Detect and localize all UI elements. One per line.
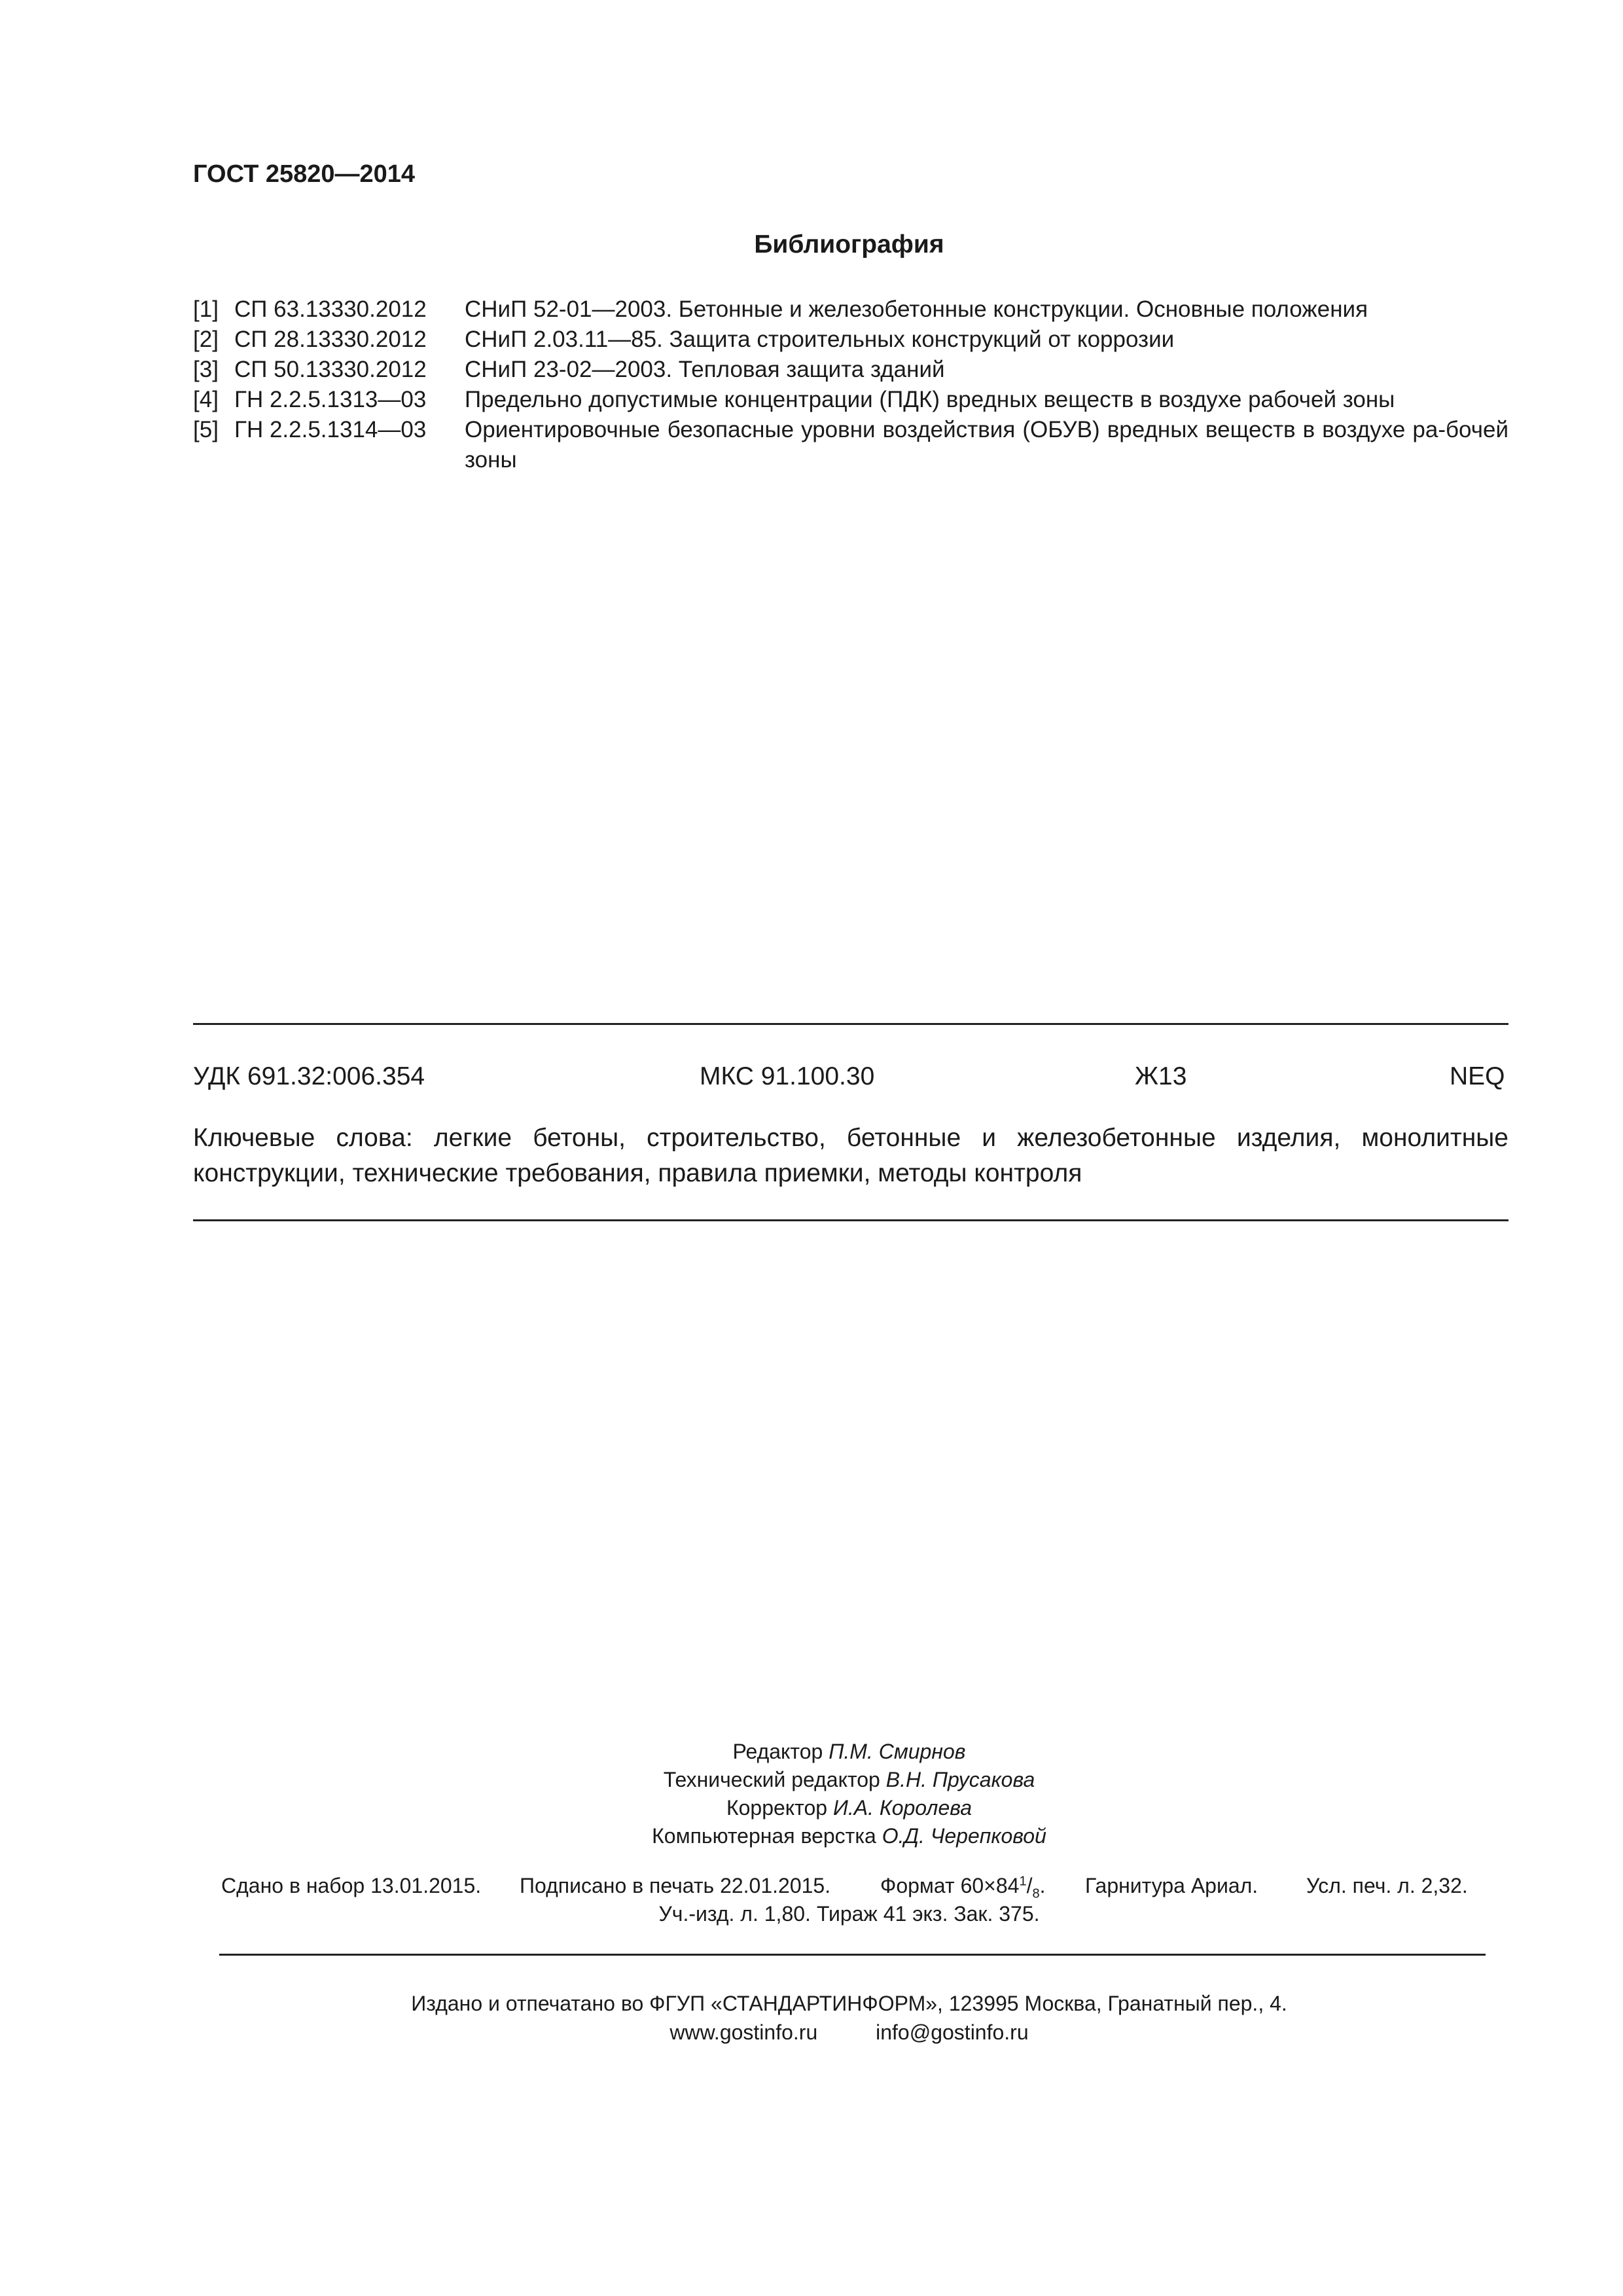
corrector-name: И.А. Королева [832, 1796, 972, 1820]
corrector-line [75, 1794, 1623, 1822]
bibliography-text: Предельно допустимые концентрации (ПДК) вредных веществ в воздухе рабочей зоны [465, 387, 1395, 412]
bibliography-code: ГН 2.2.5.1314—03 [234, 417, 427, 442]
udk-code: УДК 691.32:006.354 [193, 1062, 425, 1090]
bibliography-item [193, 385, 1508, 415]
bibliography-number: [3] [193, 357, 219, 382]
publisher-line: Издано и отпечатано во ФГУП «СТАНДАРТИНФОРМ», 123995 Москва, Гранатный пер., 4. [411, 1992, 1287, 2015]
bibliography-code: ГН 2.2.5.1313—03 [234, 387, 427, 412]
tech-editor-line [75, 1766, 1623, 1794]
tech-editor-label: Технический редактор [663, 1768, 880, 1791]
publisher-website[interactable]: www.gostinfo.ru [669, 2020, 818, 2044]
bibliography-text: СНиП 52-01—2003. Бетонные и железобетонные конструкции. Основные положения [465, 296, 1368, 322]
tech-editor-name: В.Н. Прусакова [885, 1768, 1035, 1791]
mks-code: МКС 91.100.30 [700, 1062, 875, 1090]
editor-name: П.М. Смирнов [829, 1740, 966, 1763]
format-prefix: Формат 60×84 [880, 1874, 1020, 1897]
typeface: Гарнитура Ариал. [1085, 1874, 1258, 1897]
divider-publisher [219, 1954, 1486, 1956]
layout-line [75, 1822, 1623, 1850]
signed-date: Подписано в печать 22.01.2015. [520, 1874, 831, 1897]
bibliography-text: Ориентировочные безопасные уровни воздействия (ОБУВ) вредных веществ в воздухе ра-бочей зоны [465, 417, 1508, 473]
bibliography-title: Библиография [754, 230, 944, 259]
publisher-block [0, 1989, 1623, 2047]
divider-bottom [193, 1219, 1508, 1221]
layout-label: Компьютерная верстка [652, 1824, 876, 1848]
bibliography-number: [1] [193, 296, 219, 322]
credits-block [0, 1738, 1623, 1850]
format-sup: 1 [1019, 1874, 1027, 1889]
editor-label: Редактор [732, 1740, 823, 1763]
bibliography-text: СНиП 23-02—2003. Тепловая защита зданий [465, 357, 945, 382]
bibliography-text: СНиП 2.03.11—85. Защита строительных конструкций от коррозии [465, 327, 1175, 352]
editor-line [75, 1738, 1623, 1766]
divider-top [193, 1023, 1508, 1025]
corrector-label: Корректор [726, 1796, 828, 1820]
edition-info: Уч.-изд. л. 1,80. Тираж 41 экз. Зак. 375. [658, 1902, 1040, 1926]
publisher-email[interactable]: info@gostinfo.ru [876, 2020, 1029, 2044]
bibliography-number: [5] [193, 417, 219, 442]
group-code: Ж13 [1135, 1062, 1187, 1090]
format-sub: 8 [1032, 1886, 1040, 1901]
bibliography-code: СП 63.13330.2012 [234, 296, 427, 322]
format-suffix: . [1039, 1874, 1046, 1897]
bibliography-item [193, 325, 1508, 355]
equivalence-code: NEQ [1450, 1062, 1505, 1090]
bibliography-code: СП 28.13330.2012 [234, 327, 427, 352]
format-info: Формат $60\times 84^1/_8$. [880, 1874, 1046, 1901]
document-number: ГОСТ 25820—2014 [193, 160, 416, 188]
bibliography-number: [4] [193, 387, 219, 412]
bibliography-item [193, 415, 1508, 475]
layout-name: О.Д. Черепковой [882, 1824, 1046, 1848]
bibliography-item [193, 355, 1508, 385]
publisher-contacts [75, 2018, 1623, 2047]
print-sheets: Усл. печ. л. 2,32. [1306, 1874, 1468, 1897]
bibliography-item [193, 295, 1508, 325]
bibliography-code: СП 50.13330.2012 [234, 357, 427, 382]
keywords: Ключевые слова: легкие бетоны, строительство, бетонные и железобетонные изделия, монолитные конструкции, технические требования, правила приемки, методы контроля [193, 1124, 1508, 1187]
bibliography-number: [2] [193, 327, 219, 352]
bibliography-list [193, 295, 1508, 475]
typeset-date: Сдано в набор 13.01.2015. [221, 1874, 482, 1897]
